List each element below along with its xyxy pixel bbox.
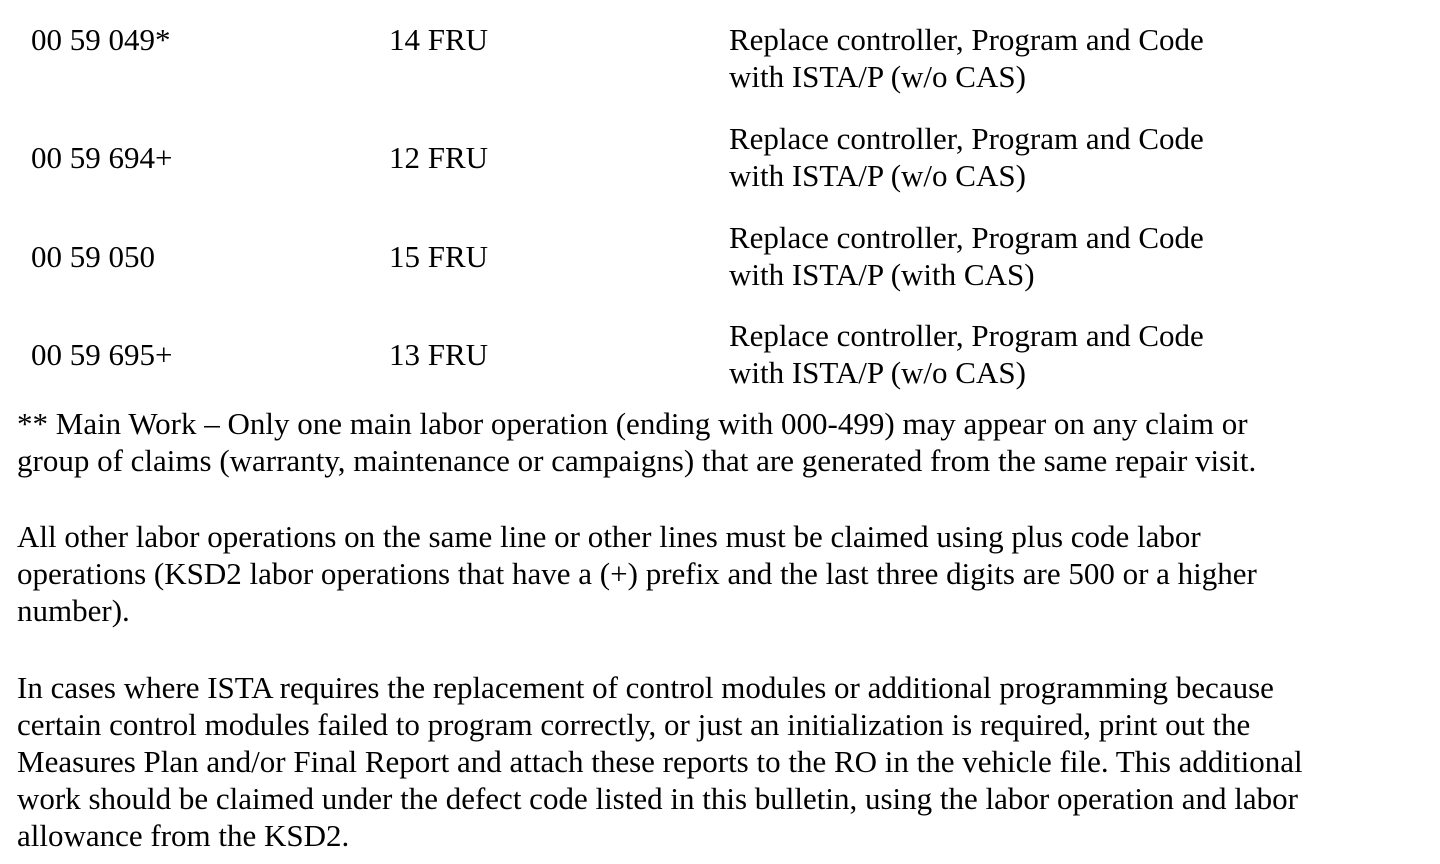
description-line: Replace controller, Program and Code: [729, 22, 1204, 57]
note-line: group of claims (warranty, maintenance or campaigns) that are generated from the same repair visit.: [17, 443, 1257, 478]
operation-description: [729, 120, 1409, 194]
plus-code-note: [17, 518, 1427, 629]
note-line: All other labor operations on the same line or other lines must be claimed using plus code labor: [17, 519, 1201, 554]
operation-description: [729, 317, 1409, 391]
fru-value: 12 FRU: [389, 140, 489, 175]
fru-value: 13 FRU: [389, 337, 489, 372]
labor-code: 00 59 050: [31, 239, 155, 274]
fru-value: 15 FRU: [389, 239, 489, 274]
description-line: with ISTA/P (w/o CAS): [729, 158, 1026, 193]
note-line: operations (KSD2 labor operations that have a (+) prefix and the last three digits are 500 or a higher: [17, 556, 1257, 591]
table-row: [0, 219, 1440, 293]
table-row: [0, 120, 1440, 194]
description-line: Replace controller, Program and Code: [729, 220, 1204, 255]
note-line: number).: [17, 593, 130, 628]
table-row: [0, 21, 1440, 95]
ista-cases-note: [17, 669, 1427, 854]
labor-code: 00 59 695+: [31, 337, 173, 372]
note-line: ** Main Work – Only one main labor operation (ending with 000-499) may appear on any claim or: [17, 406, 1248, 441]
description-line: with ISTA/P (with CAS): [729, 257, 1035, 292]
fru-value: 14 FRU: [389, 22, 489, 57]
main-work-note: [17, 405, 1427, 479]
note-line: In cases where ISTA requires the replacement of control modules or additional programming because: [17, 670, 1274, 705]
description-line: Replace controller, Program and Code: [729, 318, 1204, 353]
description-line: Replace controller, Program and Code: [729, 121, 1204, 156]
note-line: certain control modules failed to program correctly, or just an initialization is required, print out the: [17, 707, 1251, 742]
labor-code: 00 59 694+: [31, 140, 173, 175]
note-line: allowance from the KSD2.: [17, 818, 350, 853]
note-line: work should be claimed under the defect code listed in this bulletin, using the labor operation and labor: [17, 781, 1298, 816]
operation-description: [729, 219, 1409, 293]
operation-description: [729, 21, 1409, 95]
note-line: Measures Plan and/or Final Report and attach these reports to the RO in the vehicle file. This additional: [17, 744, 1303, 779]
table-row: [0, 317, 1440, 391]
description-line: with ISTA/P (w/o CAS): [729, 59, 1026, 94]
labor-code: 00 59 049*: [31, 22, 171, 57]
description-line: with ISTA/P (w/o CAS): [729, 355, 1026, 390]
